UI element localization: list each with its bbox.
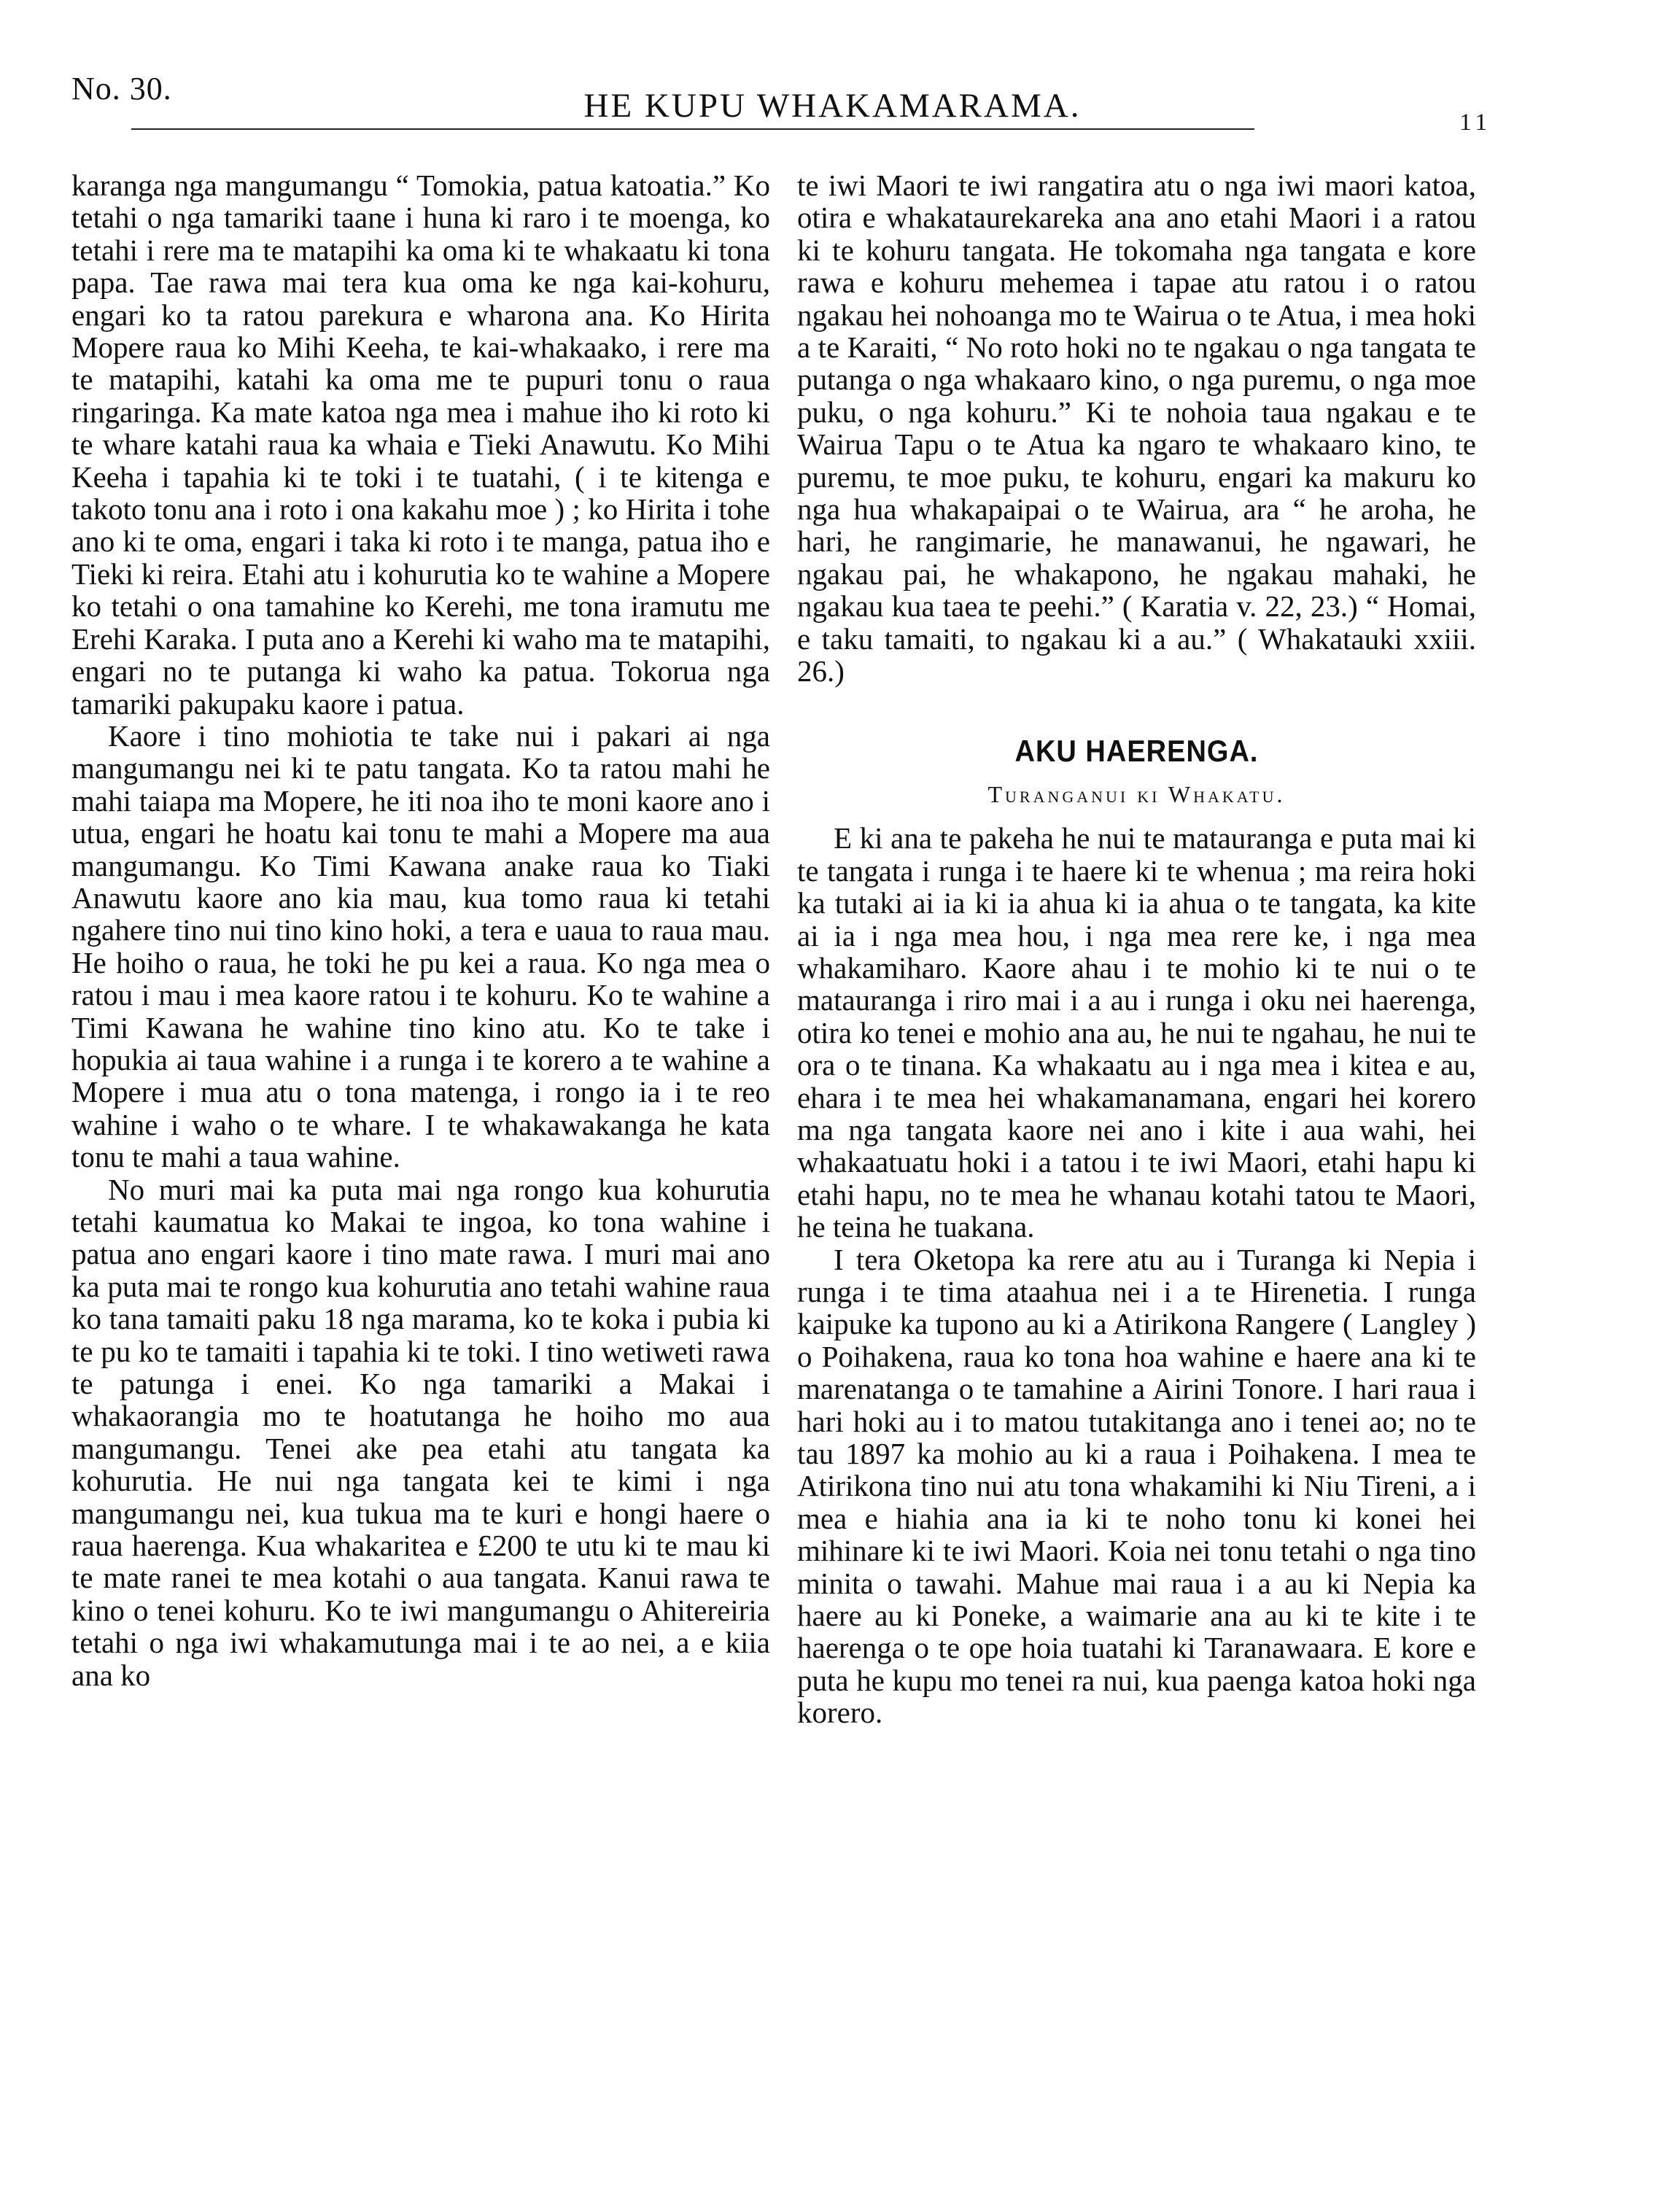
page-number: 11 (1459, 109, 1491, 136)
header-rule (131, 128, 1254, 130)
section-title: AKU HAERENGA. (1014, 734, 1259, 769)
paragraph: E ki ana te pakeha he nui te matauranga e puta mai ki te tangata i runga i te haere ki te whenua ; ma reira hoki ka tutaki ai ia ki ia ahua ki ia ahua o te tangata, ka kite ai ia i nga mea hou, i nga mea rere ke, i nga mea whakamiharo. Kaore ahau i te mohio ki te nui o te matauranga i riro mai i a au i runga i oku nei haerenga, otira ko tenei e mohio ana au, he nui te ngahau, he nui te ora o te tinana. Ka whakaatu au i nga mea i kitea e au, ehara i te mea hei whakamanamana, engari hei korero ma nga tangata kaore nei ano i kite i aua wahi, hei whakaatuatu hoki i a tatou i te iwi Maori, etahi hapu ki etahi hapu, no te mea he whanau kotahi tatou te Maori, he teina he tuakana. (797, 821, 1476, 1244)
left-column (71, 169, 770, 1691)
paragraph: No muri mai ka puta mai nga rongo kua kohurutia tetahi kaumatua ko Makai te ingoa, ko tona wahine i patua ano engari kaore i tino mate rawa. I muri mai ano ka puta mai te rongo kua kohurutia ano tetahi wahine raua ko tana tamaiti paku 18 nga marama, ko te koka i pubia ki te pu ko te tamaiti i tapahia ki te toki. I tino wetiweti rawa te patunga i enei. Ko nga tamariki a Makai i whakaorangia mo te hoatutanga he hoiho mo aua mangumangu. Tenei ake pea etahi atu tangata ka kohurutia. He nui nga tangata kei te kimi i nga mangumangu nei, kua tukua ma te kuri e hongi haere o raua haerenga. Kua whakaritea e £200 te utu ki te mau ki te mate ranei te mea kotahi o aua tangata. Kanui rawa te kino o tenei kohuru. Ko te iwi mangumangu o Ahitereiria tetahi o nga iwi whakamutunga mai i te ao nei, a e kiia ana ko (71, 1172, 770, 1692)
paragraph: Kaore i tino mohiotia te take nui i pakari ai nga mangumangu nei ki te patu tangata. Ko ta ratou mahi he mahi taiapa ma Mopere, he iti noa iho te moni kaore ano i utua, engari he hoatu kai tonu te mahi a Mopere ma aua mangumangu. Ko Timi Kawana anake raua ko Tiaki Anawutu kaore ano kia mau, kua tomo raua ki tetahi ngahere tino nui tino kino hoki, a tera e uaua to raua mau. He hoiho o raua, he toki he pu kei a raua. Ko nga mea o ratou i mau i mea kaore ratou i te kohuru. Ko te wahine a Timi Kawana he wahine tino kino atu. Ko te take i hopukia ai taua wahine i a runga i te korero a te wahine a Mopere i mua atu o tona matenga, i rongo ia i te reo wahine i waho o te whare. I te whakawakanga he kata tonu te mahi a taua wahine. (71, 718, 770, 1174)
paragraph: I tera Oketopa ka rere atu au i Turanga ki Nepia i runga i te tima ataahua nei i a te Hirenetia. I runga kaipuke ka tupono au ki a Atirikona Rangere ( Langley ) o Poihakena, raua ko tona hoa wahine e haere ana ki te marenatanga o te tamahine a Airini Tonore. I hari raua i hari hoki au i to matou tutakitanga ano i tenei ao; no te tau 1897 ka mohio au ki a raua i Poihakena. I mea te Atirikona tino nui atu tona whakamihi ki Niu Tireni, a i mea e hiahia ana ia ki te noho tonu ki konei hei mihinare ki te iwi Maori. Koia nei tonu tetahi o nga tino minita o tawahi. Mahue mai raua i a au ki Nepia ka haere au ki Poneke, a waimarie ana au ki te kite i te haerenga o te ope hoia tuatahi ki Taranawaara. E kore e puta he kupu mo tenei ra nui, kua paenga katoa hoki nga korero. (797, 1242, 1476, 1730)
right-column (797, 169, 1476, 1729)
running-title: HE KUPU WHAKAMARAMA. (583, 87, 1082, 125)
paragraph: te iwi Maori te iwi rangatira atu o nga iwi maori katoa, otira e whakataurekareka ana ano etahi Maori i a ratou ki te kohuru tangata. He tokomaha nga tangata e kore rawa e kohuru mehemea i tapae atu ratou i o ratou ngakau hei nohoanga mo te Wairua o te Atua, i mea hoki a te Karaiti, “ No roto hoki no te ngakau o nga tangata te putanga o nga whakaaro kino, o nga puremu, o nga moe puku, o nga kohuru.” Ki te nohoia taua ngakau e te Wairua Tapu o te Atua ka ngaro te whakaaro kino, te puremu, te moe puku, te kohuru, engari ka makuru ko nga hua whakapaipai o te Wairua, ara “ he aroha, he hari, he rangimarie, he manawanui, he ngawari, he ngakau pai, he whakapono, he ngakau mahaki, he ngakau kua taea te peehi.” ( Karatia v. 22, 23.) “ Homai, e taku tamaiti, to ngakau ki a au.” ( Whakatauki xxiii. 26.) (797, 168, 1476, 688)
issue-number: No. 30. (71, 71, 172, 106)
paragraph: karanga nga mangumangu “ Tomokia, patua katoatia.” Ko tetahi o nga tamariki taane i huna ki raro i te moenga, ko tetahi i rere ma te matapihi ka oma ki te whakaatu ki tona papa. Tae rawa mai tera kua oma ke nga kai-kohuru, engari ko ta ratou parekura e wharona ana. Ko Hirita Mopere raua ko Mihi Keeha, te kai-whakaako, i rere ma te matapihi, katahi ka oma me te pupuri tonu o raua ringaringa. Ka mate katoa nga mea i mahue iho ki roto ki te whare katahi raua ka whaia e Tieki Anawutu. Ko Mihi Keeha i tapahia ki te toki i te tuatahi, ( i te kitenga e takoto tonu ana i roto i ona kakahu moe ) ; ko Hirita i tohe ano ki te oma, engari i taka ki roto i te manga, patua iho e Tieki ki reira. Etahi atu i kohurutia ko te wahine a Mopere ko tetahi o ona tamahine ko Kerehi, me tona iramutu me Erehi Karaka. I puta ano a Kerehi ki waho ma te matapihi, engari no te putanga ki waho ka patua. Tokorua nga tamariki pakupaku kaore i patua. (71, 168, 770, 721)
section-subtitle: Turanganui ki Whakatu. (987, 780, 1286, 807)
